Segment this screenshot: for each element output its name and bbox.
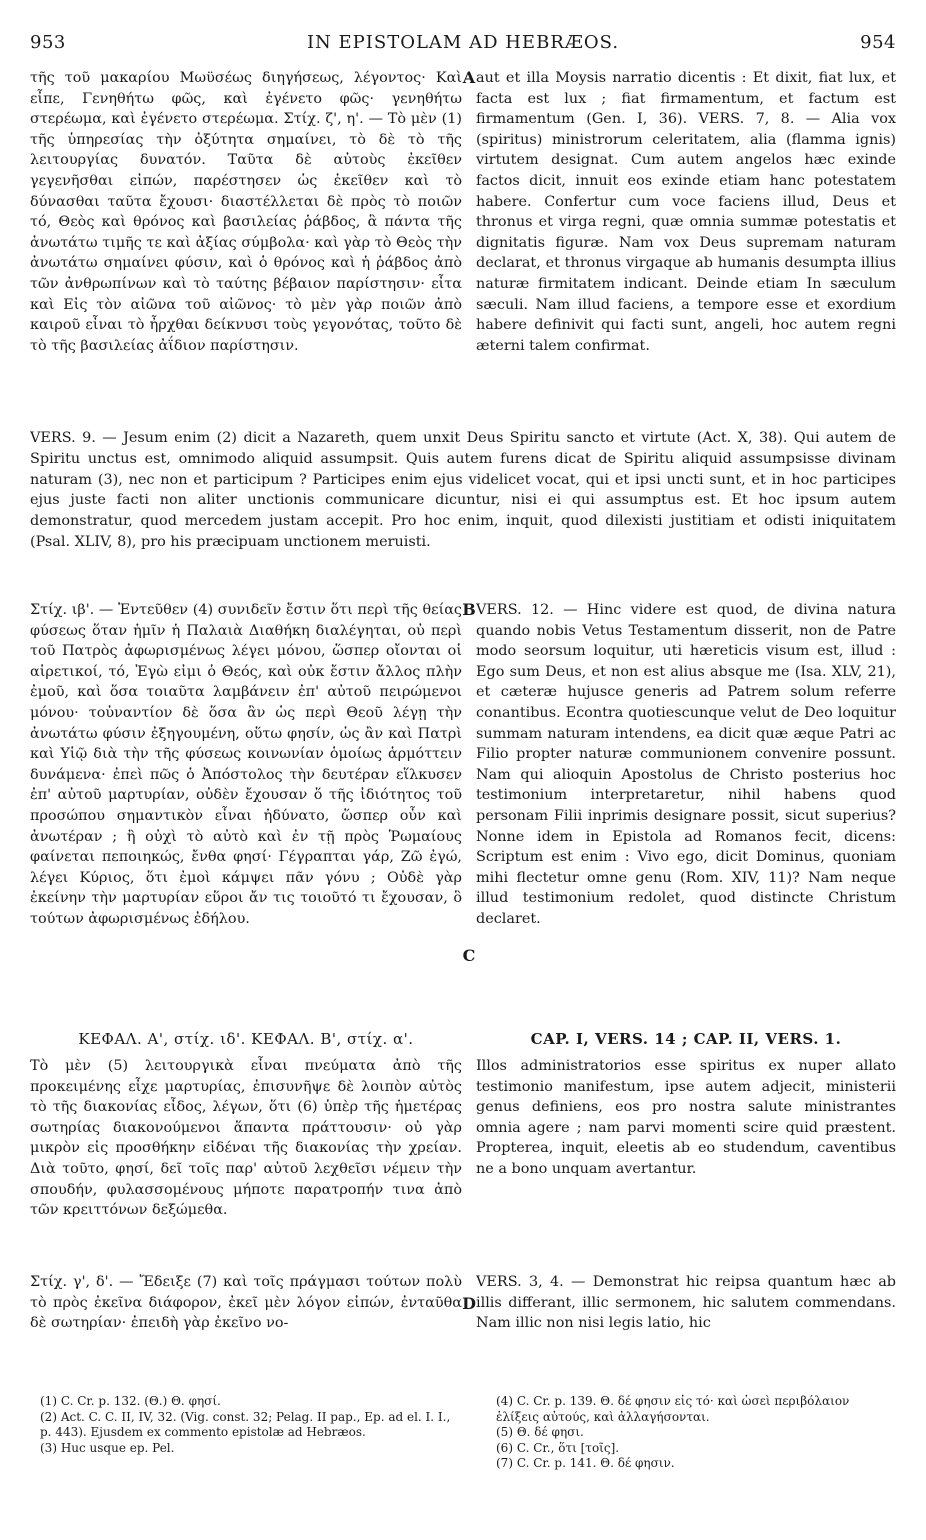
footnote: (6) C. Cr., ὅτι [τοῖς]. — [496, 1440, 620, 1455]
greek-text: Στίχ. ιβ'. — Ἐντεῦθεν (4) συνιδεῖν ἔστιν ὅτι περὶ τῆς θείας φύσεως ὅταν ἡμῖν ἡ Παλαιὰ Διαθήκη διαλέγηται, οὐ περὶ τοῦ Πατρὸς ἀφωρισμένως λέγει μόνου, ὥσπερ οἴονται οἱ αἱρετικοί, τό, Ἐγὼ εἰμι ὁ Θεός, καὶ οὐκ ἔστιν ἄλλος πλὴν ἐμοῦ, καὶ ὅσα τοιαῦτα λαμβάνειν ἐπ' αὐτοῦ πειρώμενοι μόνου· τοὐναντίον δὲ ὅσα ἂν ὡς περὶ Θεοῦ λέγῃ τὴν ἀνωτάτω φύσιν ἐξηγουμένη, οὕτω φησίν, ὡς ἂν καὶ Πατρὶ καὶ Υἱῷ διὰ τὴν τῆς φύσεως κοινωνίαν ὁμοίως ἁρμόττειν δυνάμενα· ἐπεὶ πῶς ὁ Ἀπόστολος τὴν δευτέραν εἵλκυσεν ἐπ' αὐτοῦ μαρτυρίαν, οὐδὲν ἔχουσαν ὅ τῆς ἰδιότητος τοῦ προσώπου σημαντικὸν εἶναι ἠδύνατο, ὥσπερ οὖν καὶ ἀνωτέραν ; ἢ οὐχὶ τὸ αὐτὸ καὶ ἐν τῇ πρὸς Ῥωμαίους φαίνεται πεποιηκώς, ἔνθα φησί· Γέγραπται γάρ, Ζῶ ἐγώ, λέγει Κύριος, ὅτι ἐμοὶ κάμψει πᾶν γόνυ ; Οὐδὲ γὰρ ἐκείνην τὴν μαρτυρίαν εὕροι ἄν τις τοιοῦτό τι ἔχουσαν, ὃ τούτων ἀφωρισμένως ἐδήλου. — [30, 602, 462, 927]
footnote: (3) Huc usque ep. Pel. — [40, 1440, 175, 1455]
latin-column-section-1 — [476, 68, 896, 418]
margin-marker-a: A — [462, 68, 476, 87]
greek-column-section-3 — [30, 1056, 462, 1266]
latin-text: VERS. 9. — Jesum enim (2) dicit a Nazareth, quem unxit Deus Spiritu sancto et virtute (Act. X, 38). Qui autem de Spiritu unctus est, omnimodo aliquid assumpsit. Quis autem furens dicat de Spiritu aliquid assumpsisse divinam naturam (3), nec non et participum ? Participes enim ejus videlicet vocat, qui et ipsi uncti sunt, et in hoc participes ejus juste facti non aliter unctionis communicare dicuntur, nisi ei qui assumptus est. Et hoc ipsum autem demonstratur, quod mercedem justam accepit. Pro hoc enim, inquit, quod dilexisti justitiam et odisti iniquitatem (Psal. XLIV, 8), pro his præcipuam unctionem meruisti. — [30, 430, 896, 550]
full-width-paragraph — [30, 428, 896, 598]
latin-column-section-4 — [476, 1272, 896, 1344]
margin-marker-d: D — [462, 1294, 476, 1313]
margin-marker-b: B — [462, 600, 476, 619]
page-title: IN EPISTOLAM AD HEBRÆOS. — [306, 32, 620, 53]
latin-column-section-3 — [476, 1056, 896, 1266]
greek-chapter-heading: ΚΕΦΑΛ. Α', στίχ. ιδ'. ΚΕΦΑΛ. Β', στίχ. α'. — [78, 1030, 414, 1048]
greek-text: Τὸ μὲν (5) λειτουργικὰ εἶναι πνεύματα ἀπὸ τῆς προκειμένης εἶχε μαρτυρίας, ἐπισυνῆψε δὲ λοιπὸν αὐτὸς τὸ τῆς διακονίας εἶδος, λέγων, ὅτι (6) ὑπὲρ τῆς ἡμετέρας σωτηρίας διακονούμενοι ἅπαντα πράττουσιν· οὐ γὰρ μικρὸν εἰς προσθήκην εἰδέναι τῆς διακονίας τὴν χρείαν. Διὰ τοῦτο, φησί, δεῖ τοῖς παρ' αὐτοῦ λεχθεῖσι νέμειν τὴν σπουδήν, φυλασσομένους μήποτε παρατροπήν τινα ἀπὸ τῶν κρειττόνων δεξώμεθα. — [30, 1058, 462, 1219]
latin-text: aut et illa Moysis narratio dicentis : Et dixit, fiat lux, et facta est lux ; fiat firmamentum, et factum est firmamentum (Gen. I, 36). VERS. 7, 8. — Alia vox (spiritus) ministrorum celeritatem, alia (flamma ignis) virtutem designat. Cum autem angelos hæc exinde factos dicit, innuit eos exinde etiam hanc potestatem habere. Confertur cum voce faciens illud, Deus et thronus et virga regni, quæ omnia summæ potestatis et dignitatis figuræ. Nam vox Deus supremam naturam declarat, et thronus virgaque ab humanis desumpta illius naturæ firmitatem indicant. Deinde etiam In sæculum sæculi. Nam illud faciens, a tempore esse et exordium habere definivit qui facti sunt, angeli, hoc autem regni æterni talem confirmat. — [476, 70, 896, 354]
greek-column-section-1 — [30, 68, 462, 418]
latin-text: Illos administratorios esse spiritus ex nuper allato testimonio manifestum, ipse autem adjecit, ministerii genus definiens, eos pro nostra salute ministrantes omnia agere ; nam parvi momenti scire quid præstent. Propterea, inquit, eleetis ab eo studendum, caventibus ne a bono unquam avertantur. — [476, 1058, 896, 1177]
greek-text: Στίχ. γ', δ'. — Ἔδειξε (7) καὶ τοῖς πράγμασι τούτων πολὺ τὸ πρὸς ἐκεῖνα διάφορον, ἐκεῖ μὲν λόγον εἰπών, ἐνταῦθα δὲ σωτηρίαν· ἐπειδὴ γὰρ ἐκεῖνο νο- — [30, 1274, 462, 1332]
latin-text: VERS. 3, 4. — Demonstrat hic reipsa quantum hæc ab illis differant, illic sermonem, hic salutem commendans. Nam illic non nisi legis latio, hic — [476, 1274, 896, 1332]
latin-text: VERS. 12. — Hinc videre est quod, de divina natura quando nobis Vetus Testamentum disserit, non de Patre modo seorsum loquitur, uti hæreticis visum est, illud : Ego sum Deus, et non est alius absque me (Isa. XLV, 21), et cæteræ hujusce generis ad Patrem solum referre conantibus. Econtra quotiescunque velut de Deo loquitur summam naturam intendens, ea dicit quæ æque Patri ac Filio propter naturæ communionem convenire possunt. Nam qui alioquin Apostolus de Christo posterius hoc testimonium interpretaretur, nihil habens quod personam Filii inprimis designare possit, sicut superius? Nonne idem in Epistola ad Romanos fecit, dicens: Scriptum est enim : Vivo ego, dicit Dominus, quoniam mihi flectetur omne genu (Rom. XIV, 11)? Nam neque illud testimonium redolet, quod distincte Christum declaret. — [476, 602, 896, 927]
page-number-right: 954 — [860, 32, 896, 53]
running-head — [30, 32, 896, 56]
latin-column-section-2 — [476, 600, 896, 1018]
footnote: (7) C. Cr. p. 141. Θ. δέ φησιν. — [496, 1456, 675, 1470]
margin-marker-c: C — [462, 946, 476, 965]
greek-column-section-4 — [30, 1272, 462, 1344]
latin-chapter-heading: CAP. I, VERS. 14 ; CAP. II, VERS. 1. — [530, 1030, 842, 1048]
footnote: (2) Act. C. C. II, IV, 32. (Vig. const. 32; Pelag. II pap., Ep. ad el. I. I., p. 443). Ejusdem ex commento epistolæ ad Hebræos. — [40, 1409, 451, 1439]
greek-text: τῆς τοῦ μακαρίου Μωϋσέως διηγήσεως, λέγοντος· Καὶ εἶπε, Γενηθήτω φῶς, καὶ ἐγένετο φῶς· γενηθήτω στερέωμα, καὶ ἐγένετο στερέωμα. Στίχ. ζ', η'. — Τὸ μὲν (1) τῆς ὑπηρεσίας τὴν ὀξύτητα σημαίνει, τὸ δὲ τὸ τῆς λειτουργίας δυνατόν. Ταῦτα δὲ αὐτοὺς ἐκεῖθεν γεγενῆσθαι εἰπών, παρέστησεν ὡς ἐκεῖθεν καὶ τὸ δύνασθαι ταῦτα ἔχουσι· διαστέλλεται δὲ πρὸς τὸ ποιῶν τό, Θεὸς καὶ θρόνος καὶ βασιλείας ῥάβδος, ἃ πάντα τῆς ἀνωτάτω τιμῆς τε καὶ ἀξίας σύμβολα· καὶ γὰρ τὸ Θεὸς τὴν ἀνωτάτω σημαίνει φύσιν, καὶ ὁ θρόνος καὶ ἡ ῥάβδος ἀπὸ τῶν ἀνθρωπίνων καὶ τὸ ταύτης βέβαιον παρίστησιν· εἶτα καὶ Εἰς τὸν αἰῶνα τοῦ αἰῶνος· τὸ μὲν γὰρ ποιῶν ἀπὸ καιροῦ εἶναι τὸ ἦρχθαι δείκνυσι τοὺς γεγονότας, τοῦτο δὲ τὸ τῆς βασιλείας ἀΐδιον παρίστησιν. — [30, 70, 462, 354]
greek-column-section-2 — [30, 600, 462, 1018]
footnotes-right — [496, 1394, 896, 1472]
footnotes-left — [40, 1394, 460, 1456]
footnote: (5) Θ. δέ φησι. — [496, 1425, 584, 1439]
footnote: (4) C. Cr. p. 139. Θ. δέ φησιν εἰς τό· καὶ ὡσεὶ περιβόλαιον ἑλίξεις αὐτούς, καὶ ἀλλαγήσονται. — [496, 1394, 850, 1424]
footnote: (1) C. Cr. p. 132. (Θ.) Θ. φησί. — [40, 1394, 221, 1408]
page-number-left: 953 — [30, 32, 66, 53]
